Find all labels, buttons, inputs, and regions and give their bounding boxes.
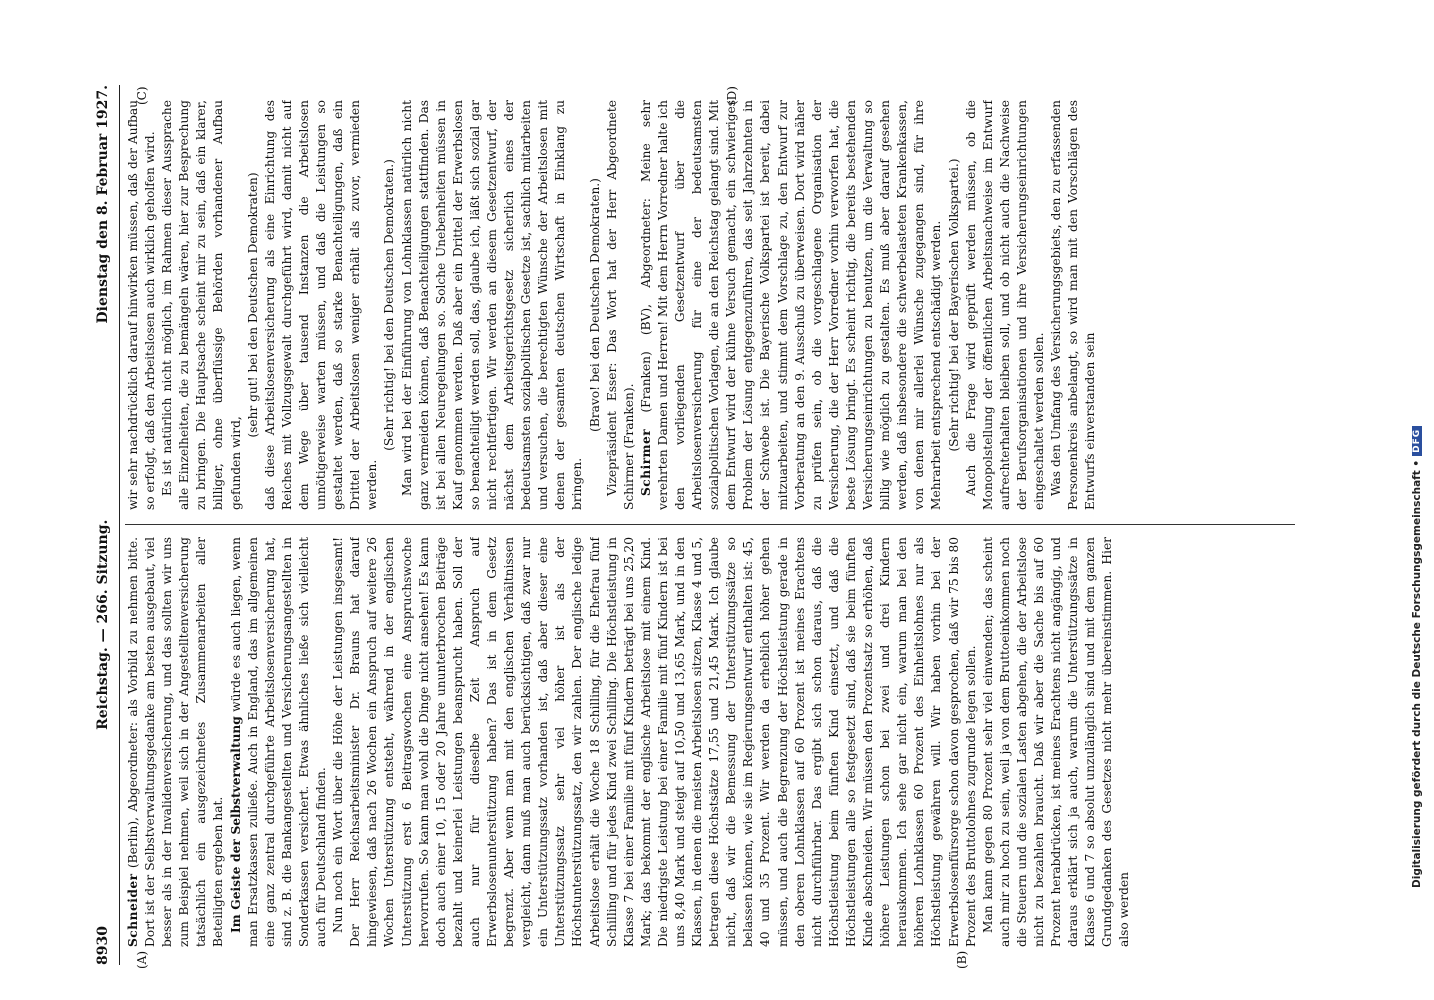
- right-paragraph-7: Auch die Frage wird geprüft werden müssen, ob die Monopolstellung der öffentlichen Arbeitsnachweise im Entwurf aufrechterhalten bleiben soll, und ob nicht auch die Nachweise der Berufsorganisationen und ihre Versicherungseinrichtungen eingeschaltet werden sollen.: [963, 100, 1046, 510]
- margin-letter-a: (A): [135, 950, 149, 969]
- page-header-title: Reichstag. — 266. Sitzung.: [95, 519, 111, 730]
- column-divider: [125, 524, 1295, 525]
- digitization-watermark: [1406, 8, 1432, 988]
- right-paragraph-1: wir sehr nachdrücklich darauf hinwirken müssen, daß der Aufbau so erfolgt, daß den Arbeitslosen auch wirklich geholfen wird.: [126, 100, 158, 510]
- left-paragraph-1: Schneider (Berlin), Abgeordneter: als Vorbild zu nehmen bitte. Dort ist der Selbstverwaltungsgedanke am besten ausgebaut, viel besser als in der Invalidenversicherung, und das sollten wir uns zum Beispiel nehmen, weil sich in der Angestelltenversicherung tatsächlich ein ausgezeichnetes Zusammenarbeiten aller Beteiligten ergeben hat.: [126, 537, 226, 947]
- left-paragraph-3: Nun noch ein Wort über die Höhe der Leistungen insgesamt! Der Herr Reichsarbeitsminister Dr. Brauns hat darauf hingewiesen, daß nach 26 Wochen ein Anspruch auf weitere 26 Wochen Unterstützung entsteht, während in der englischen Unterstützung erst 6 Beitragswochen eine Anspruchswoche hervorrufen. So kann man wohl die Dinge nicht ansehen! Es kann doch auch einer 10, 15 oder 20 Jahre ununterbrochen Beiträge bezahlt und keinerlei Leistungen beansprucht haben. Soll der auch nur für dieselbe Zeit Anspruch auf Erwerbslosenunterstützung haben? Das ist in dem Gesetz begrenzt. Aber wenn man mit den englischen Verhältnissen vergleicht, dann muß man auch berücksichtigen, daß zwar nur ein Unterstützungssatz vorhanden ist, daß aber dieser eine Unterstützungssatz sehr viel höher ist als der Höchstunterstützungssatz, den wir zahlen. Der englische ledige Arbeitslose erhält die Woche 18 Schilling, für die Ehefrau fünf Schilling und für jedes Kind zwei Schilling. Die Höchstleistung in Klasse 7 bei einer Familie mit fünf Kindern beträgt bei uns 25,20 Mark; das bekommt der englische Arbeitslose mit einem Kind. Die niedrigste Leistung bei einer Familie mit fünf Kindern ist bei uns 8,40 Mark und steigt auf 10,50 und 13,65 Mark, und in den Klassen, in denen die meisten Arbeitslosen sitzen, Klasse 4 und 5, betragen diese Höchstsätze 17,55 und 21,45 Mark. Ich glaube nicht, daß wir die Bemessung der Unterstützungssätze so belassen können, wie sie im Regierungsentwurf enthalten ist: 45, 40 und 35 Prozent. Wir werden da erheblich höher gehen müssen, und auch die Begrenzung der Höchstleistung gerade in den oberen Lohnklassen auf 60 Prozent ist meines Erachtens nicht durchführbar. Das ergibt sich schon daraus, daß die Höchstleistung beim fünften Kind einsetzt, und daß die Höchstleistungen alle so festgesetzt sind, daß sie beim fünften Kinde abschneiden. Wir müssen den Prozentsatz so erhöhen, daß höhere Leistungen schon bei zwei und drei Kindern herauskommen. Ich sehe gar nicht ein, warum man bei den höheren Lohnklassen 60 Prozent des Einheitslohnes nur als Höchstleistung gewähren will. Wir haben vorhin bei der Erwerbslosenfürsorge schon davon gesprochen, daß wir 75 bis 80 Prozent des Bruttolohnes zugrunde legen sollen.: [331, 537, 978, 947]
- watermark-text: Digitalisierung gefördert durch die Deutsche Forschungsgemeinschaft •: [1411, 459, 1423, 888]
- page-header-date: Dienstag den 8. Februar 1927.: [95, 85, 111, 324]
- right-paragraph-5: Vizepräsident Esser: Das Wort hat der Herr Abgeordnete Schirmer (Franken).: [604, 100, 636, 510]
- dfg-logo: DFG: [1412, 426, 1422, 456]
- document-page: [95, 85, 1305, 969]
- right-paragraph-3: daß diese Arbeitslosenversicherung als eine Einrichtung des Reiches mit Vollzugsgewalt durchgeführt wird, damit nicht auf dem Wege über tausend Instanzen die Arbeitslosen unnötigerweise warten müssen, und daß die Leistungen so gestaltet werden, daß so starke Benachteiligungen, daß ein Drittel der Arbeitslosen weniger erhält als zuvor, vermieden werden.: [262, 100, 380, 510]
- right-column: [125, 100, 1295, 510]
- interjection: (sehr gut! bei den Deutschen Demokraten): [245, 172, 260, 438]
- interjection: (Sehr richtig! bei der Bayerischen Volkspartei.): [946, 158, 961, 452]
- interjection: (Bravo! bei den Deutschen Demokraten.): [587, 178, 602, 432]
- margin-letter-c: (C): [135, 86, 149, 105]
- right-paragraph-6: Schirmer (Franken) (BV), Abgeordneter: Meine sehr verehrten Damen und Herren! Mit dem Herrn Vorredner halte ich den vorliegenden Gesetzentwurf über die Arbeitslosenversicherung für eine der bedeutsamsten sozialpolitischen Vorlagen, die an den Reichstag gelangt sind. Mit dem Entwurf wird der kühne Versuch gemacht, ein schwieriges Problem der Lösung entgegenzuführen, das seit Jahrzehnten in der Schwebe ist. Die Bayerische Volkspartei ist bereit, dabei mitzuarbeiten, und stimmt dem Vorschlage zu, den Entwurf zur Vorberatung an den 9. Ausschuß zu überweisen. Dort wird näher zu prüfen sein, ob die vorgeschlagene Organisation der Versicherung, die der Herr Vorredner vorhin verworfen hat, die beste Lösung bringt. Es scheint richtig, die bereits bestehenden Versicherungseinrichtungen zu benutzen, um die Verwaltung so billig wie möglich zu gestalten. Es muß aber darauf gesehen werden, daß insbesondere die schwerbelasteten Krankenkassen, von denen mir allerlei Wünsche zugegangen sind, für ihre Mehrarbeit entsprechend entschädigt werden.: [638, 100, 944, 510]
- speaker-name: Schneider: [126, 873, 140, 947]
- left-column: [125, 537, 1295, 947]
- margin-letter-b: (B): [955, 950, 969, 969]
- right-paragraph-8: Was den Umfang des Versicherungsgebiets, den zu erfassenden Personenkreis anbelangt, so wird man mit den Vorschlägen des Entwurfs einverstanden sein: [1049, 100, 1098, 510]
- right-paragraph-4: Man wird bei der Einführung von Lohnklassen natürlich nicht ganz vermeiden können, daß Benachteiligungen stattfinden. Das ist bei allen Neuregelungen so. Solche Unebenheiten müssen in Kauf genommen werden. Daß aber ein Drittel der Erwerbslosen so benachteiligt werden soll, das, glaube ich, läßt sich sozial gar nicht rechtfertigen. Wir werden an diesem Gesetzentwurf, der nächst dem Arbeitsgerichtsgesetz sicherlich eines der bedeutsamsten sozialpolitischen Gesetze ist, sachlich mitarbeiten und versuchen, die berechtigten Wünsche der Arbeitslosen mit denen der gesamten deutschen Wirtschaft in Einklang zu bringen.: [399, 100, 585, 510]
- left-paragraph-2: Im Geiste der Selbstverwaltung würde es auch liegen, wenn man Ersatzkassen zuließe. Auch in England, das im allgemeinen eine ganz zentral durchgeführte Arbeitslosenversicherung hat, sind z. B. die Bankangestellten und Versicherungsangestellten in Sonderkassen versichert. Etwas ähnliches ließe sich vielleicht auch für Deutschland finden.: [228, 537, 329, 947]
- page-number: 8930: [95, 926, 111, 965]
- left-paragraph-4: Man kann gegen 80 Prozent sehr viel einwenden; das scheint auch mir zu hoch zu sein, weil ja von dem Bruttoeinkommen noch die Steuern und die sozialen Lasten abgehen, die der Arbeitslose nicht zu bezahlen braucht. Daß wir aber die Sache bis auf 60 Prozent herabdrücken, ist meines Erachtens nicht angängig, und daraus erklärt sich ja auch, warum die Unterstützungssätze in Klasse 6 und 7 so absolut unzulänglich sind und mit dem ganzen Grundgedanken des Gesetzes nicht mehr übereinstimmen. Hier also werden: [980, 537, 1132, 947]
- interjection: (Sehr richtig! bei den Deutschen Demokraten.): [382, 159, 397, 451]
- speaker-name: Schirmer: [638, 428, 653, 496]
- right-paragraph-2: Es ist natürlich nicht möglich, im Rahmen dieser Aussprache alle Einzelheiten, die zu bemängeln wären, hier zur Besprechung zu bringen. Die Hauptsache scheint mir zu sein, daß ein klarer, billiger, ohne überflüssige Behörden vorhandener Aufbau gefunden wird,: [160, 100, 243, 510]
- page-header: [95, 85, 120, 965]
- margin-letter-d: (D): [725, 86, 739, 105]
